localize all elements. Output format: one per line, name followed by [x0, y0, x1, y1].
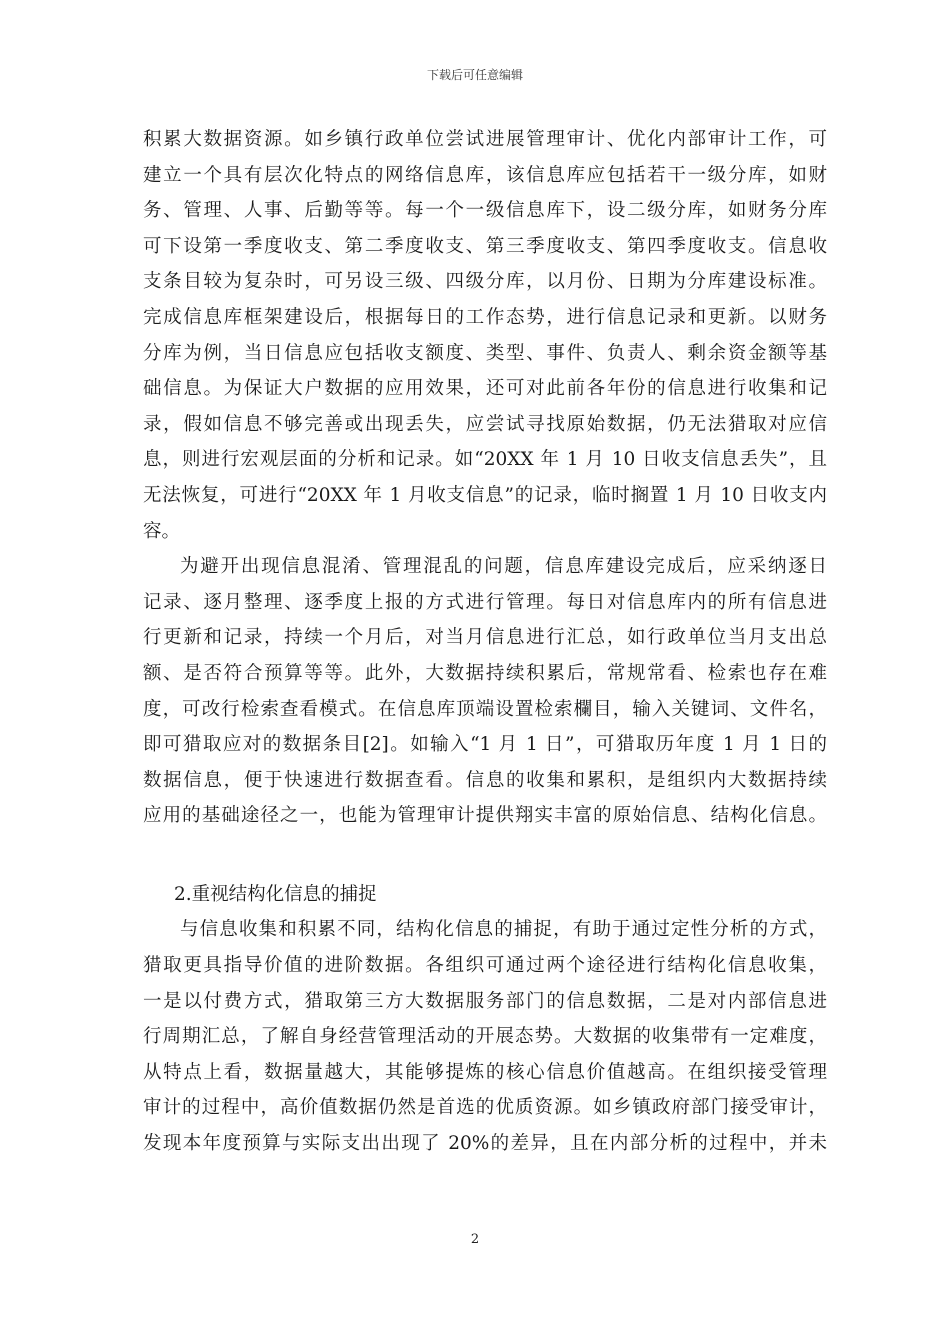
text-line: 数据信息，便于快速进行数据查看。信息的收集和累积，是组织内大数据持续	[143, 769, 827, 791]
text-line: 息，则进行宏观层面的分析和记录。如“20XX 年 1 月 10 日收支信息丢失”，且	[143, 449, 827, 471]
text-line: 积累大数据资源。如乡镇行政单位尝试进展管理审计、优化内部审计工作，可	[143, 129, 827, 150]
text-line: 行更新和记录，持续一个月后，对当月信息进行汇总，如行政单位当月支出总	[143, 627, 827, 649]
page-header: 下载后可任意编辑	[426, 68, 523, 82]
paragraph	[143, 549, 827, 834]
section-spacer	[143, 834, 827, 877]
text-line: 从特点上看，数据量越大，其能够提炼的核心信息价值越高。在组织接受管理	[143, 1061, 827, 1083]
text-line: 可下设第一季度收支、第二季度收支、第三季度收支、第四季度收支。信息收	[143, 235, 827, 257]
text-line: 分库为例，当日信息应包括收支额度、类型、事件、负责人、剩余资金额等基	[143, 342, 827, 364]
text-line: 支条目较为复杂时，可另设三级、四级分库，以月份、日期为分库建设标准。	[143, 271, 827, 293]
text-line: 完成信息库框架建设后，根据每日的工作态势，进行信息记录和更新。以财务	[143, 306, 827, 328]
text-line: 审计的过程中，高价值数据仍然是首选的优质资源。如乡镇政府部门接受审计，	[143, 1097, 827, 1119]
section-heading: 2.重视结构化信息的捕捉	[174, 883, 377, 905]
text-line: 猎取更具指导价值的进阶数据。各组织可通过两个途径进行结构化信息收集，	[143, 955, 827, 977]
text-line: 容。	[143, 520, 181, 542]
text-line: 建立一个具有层次化特点的网络信息库，该信息库应包括若干一级分库，如财	[143, 164, 827, 186]
text-line: 行周期汇总，了解自身经营管理活动的开展态势。大数据的收集带有一定难度，	[143, 1026, 827, 1048]
text-line: 发现本年度预算与实际支出出现了 20%的差异，且在内部分析的过程中，并未	[143, 1133, 827, 1155]
page-number: 2	[470, 1232, 480, 1247]
text-line: 为避开出现信息混淆、管理混乱的问题，信息库建设完成后，应采纳逐日	[180, 556, 827, 578]
paragraph	[143, 122, 827, 549]
text-line: 应用的基础途径之一，也能为管理审计提供翔实丰富的原始信息、结构化信息。	[143, 805, 827, 827]
text-line: 额、是否符合预算等等。此外，大数据持续积累后，常规常看、检索也存在难	[143, 662, 827, 684]
paragraph	[143, 912, 827, 1161]
text-line: 础信息。为保证大户数据的应用效果，还可对此前各年份的信息进行收集和记	[143, 378, 827, 400]
text-line: 度，可改行检索查看模式。在信息库顶端设置检索欄目，输入关键词、文件名，	[143, 698, 827, 720]
text-line: 一是以付费方式，猎取第三方大数据服务部门的信息数据，二是对内部信息进	[143, 990, 827, 1012]
text-line: 与信息收集和积累不同，结构化信息的捕捉，有助于通过定性分析的方式，	[180, 919, 827, 941]
text-line: 即可猎取应对的数据条目[2]。如输入“1 月 1 日”，可猎取历年度 1 月 1 日的	[143, 734, 827, 756]
text-line: 录，假如信息不够完善或出现丢失，应尝试寻找原始数据，仍无法猎取对应信	[143, 413, 827, 435]
text-line: 无法恢复，可进行“20XX 年 1 月收支信息”的记录，临时搁置 1 月 10 日收支内	[143, 484, 827, 506]
text-line: 务、管理、人事、后勤等等。每一个一级信息库下，设二级分库，如财务分库	[143, 200, 827, 222]
text-line: 记录、逐月整理、逐季度上报的方式进行管理。每日对信息库内的所有信息进	[143, 591, 827, 613]
document-body	[143, 122, 827, 1162]
